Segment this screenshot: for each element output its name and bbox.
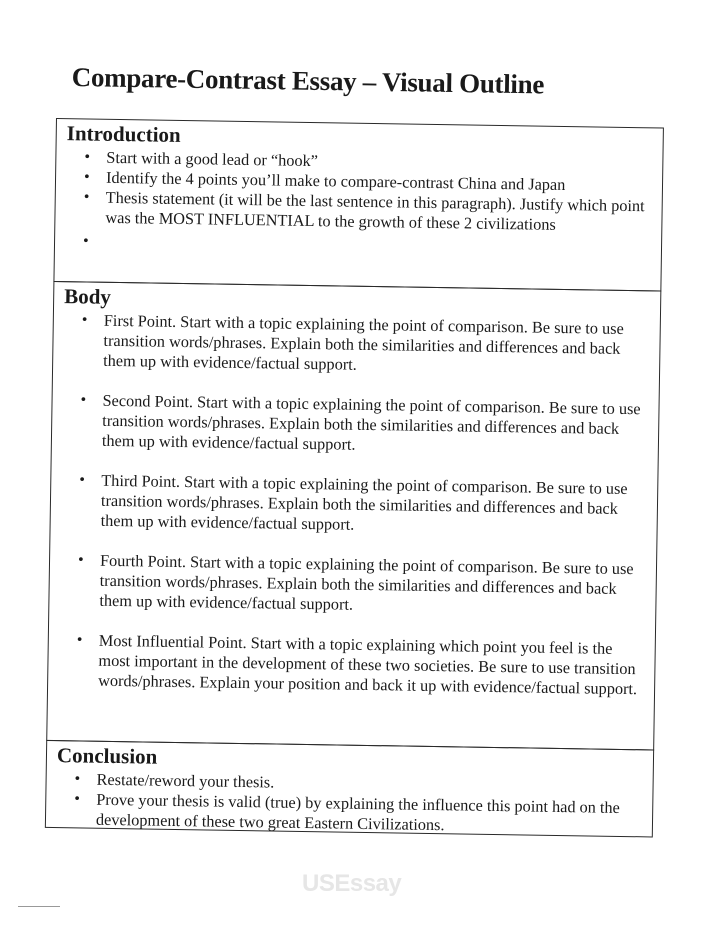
body-section [46, 281, 661, 750]
introduction-list [65, 147, 653, 260]
introduction-heading: Introduction [66, 121, 181, 147]
body-list [58, 310, 650, 699]
bullet-icon: • [84, 148, 91, 166]
list-item-text: Prove your thesis is valid (true) by explaining the influence this point had on the development of these two great Eastern Civilizations. [95, 789, 620, 835]
list-item [77, 550, 646, 620]
bullet-icon: • [80, 391, 87, 409]
bullet-icon: • [76, 631, 83, 649]
bullet-icon: • [74, 790, 81, 808]
conclusion-section [45, 740, 654, 838]
list-item [74, 789, 643, 839]
list-item [83, 187, 652, 237]
list-item [76, 630, 645, 700]
bullet-icon: • [74, 770, 81, 788]
list-item [81, 310, 650, 380]
bullet-icon: • [82, 232, 89, 250]
conclusion-heading: Conclusion [56, 743, 158, 769]
corner-divider [18, 906, 60, 907]
body-heading: Body [64, 284, 112, 309]
bullet-icon: • [79, 471, 86, 489]
list-item-text: Second Point. Start with a topic explaining the point of comparison. Be sure to use transition words/phrases. Explain both the similarities and differences and back them up with evidence/factual support. [101, 390, 641, 454]
bullet-icon: • [83, 168, 90, 186]
list-item-text [105, 232, 109, 251]
list-item-text: Thesis statement (it will be the last sentence in this paragraph). Justify which point was the MOST INFLUENTIAL to the growth of these 2 civilizations [105, 187, 645, 234]
document-title: Compare-Contrast Essay – Visual Outline [71, 62, 545, 100]
list-item [79, 470, 648, 540]
list-item-text: Restate/reword your thesis. [96, 769, 275, 792]
watermark-logo: USEssay [302, 870, 402, 897]
bullet-icon: • [83, 188, 90, 206]
list-item-text: Third Point. Start with a topic explaining the point of comparison. Be sure to use transition words/phrases. Explain both the similarities and differences and back them up with evidence/factual support. [100, 470, 628, 534]
bullet-icon: • [81, 311, 88, 329]
list-item [80, 390, 649, 460]
introduction-section [53, 118, 664, 292]
list-item-text: Identify the 4 points you’ll make to compare-contrast China and Japan [105, 167, 566, 195]
list-item [82, 232, 651, 261]
list-item-text: Most Influential Point. Start with a topic explaining which point you feel is the most important in the development of these two societies. Be sure to use transition words/phrases. Explain your position and back it up with evidence/factual support. [98, 630, 638, 699]
list-item-text: First Point. Start with a topic explaining the point of comparison. Be sure to use transition words/phrases. Explain both the similarities and differences and back them up with evidence/factual support. [103, 310, 624, 374]
list-item-text: Start with a good lead or “hook” [106, 147, 319, 171]
bullet-icon: • [77, 551, 84, 569]
conclusion-list [56, 769, 643, 838]
outline-table [45, 118, 664, 837]
list-item-text: Fourth Point. Start with a topic explaining the point of comparison. Be sure to use transition words/phrases. Explain both the similarities and differences and back them up with evidence/factual support. [99, 550, 634, 614]
